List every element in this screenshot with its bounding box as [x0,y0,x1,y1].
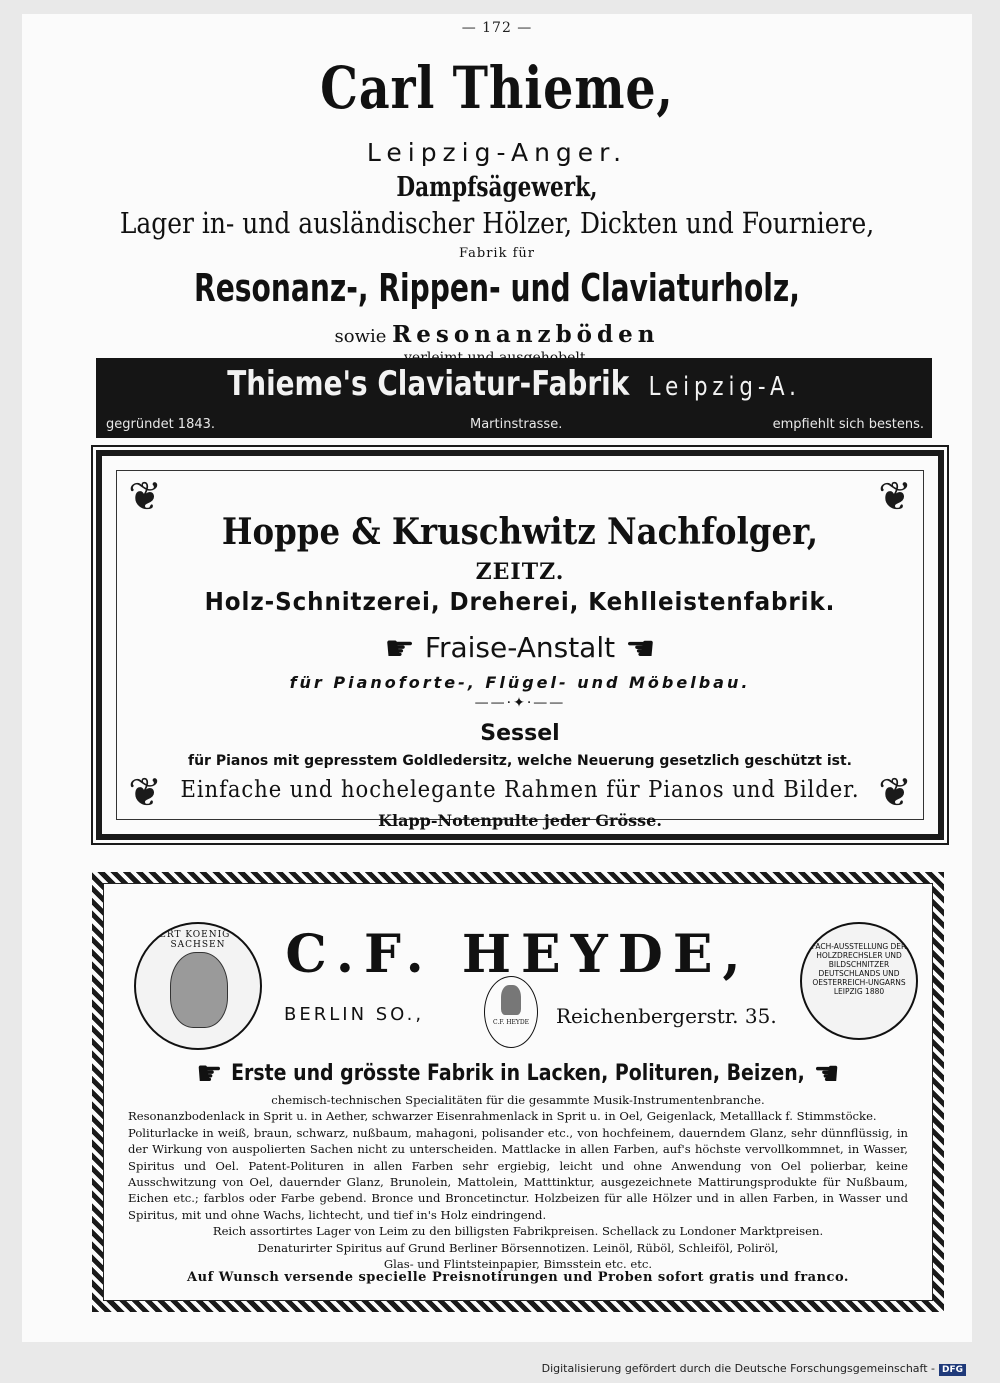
heyde-closing-line: Auf Wunsch versende specielle Preisnotirungen und Proben sofort gratis und franco. [187,1270,849,1285]
footer-text: Digitalisierung gefördert durch die Deutsche Forschungsgemeinschaft - [541,1362,935,1375]
banner-city: Leipzig-A. [648,372,801,402]
heyde-paragraph: Denaturirter Spiritus auf Grund Berliner Börsennotizen. Leinöl, Rüböl, Schleiföl, Poliröl, [257,1240,779,1255]
heyde-paragraph: Glas- und Flintsteinpapier, Bimsstein etc. etc. [383,1257,653,1272]
hoppe-klapp: Klapp-Notenpulte jeder Grösse. [378,811,662,830]
heyde-paragraph: chemisch-technischen Specialitäten für die gesammte Musik-Instrumentenbranche. [271,1093,765,1107]
thieme-sowie-line [22,321,972,348]
banner-street: Martinstrasse. [470,417,563,432]
hoppe-pianos: für Pianos mit gepresstem Goldledersitz, welche Neuerung gesetzlich geschützt ist. [188,753,852,769]
ornament-corner-icon: ❦ [128,770,162,816]
trademark-figure-icon [501,985,521,1015]
thieme-fabrik-fuer: Fabrik für [459,246,535,261]
heyde-paragraph: Reich assortirtes Lager von Leim zu den billigsten Fabrikpreisen. Schellack zu Londoner Marktpreisen. [212,1224,824,1239]
heyde-company-name: C.F. HEYDE, [285,924,751,985]
medal-left-inscription: ALBERT KOENIG VON SACHSEN [137,930,259,950]
heyde-paragraph: Resonanzbodenlack in Sprit u. in Aether, schwarzer Eisenrahmenlack in Sprit u. in Oel, Geigenlack, Metalllack f. Stimmstöcke. [128,1109,877,1124]
hoppe-fraise-line [117,629,923,669]
heyde-erste-line [162,1054,874,1094]
resonanzboeden-word: Resonanzböden [392,321,660,348]
sowie-word: sowie [334,326,387,347]
thieme-resonanz-line: Resonanz-, Rippen- und Claviaturholz, [194,266,800,310]
banner-recommend: empfiehlt sich bestens. [772,417,924,432]
hoppe-sessel: Sessel [480,721,560,746]
exhibition-medal: FACH-AUSSTELLUNG DER HOLZDRECHSLER UND BILDSCHNITZER DEUTSCHLANDS UND OESTERREICH-UNGARNS LEIPZIG 1880 [800,922,918,1040]
hoppe-ad-body [116,470,924,830]
heyde-ad-frame [92,872,944,1312]
hoppe-services: Holz-Schnitzerei, Dreherei, Kehlleistenfabrik. [204,587,836,616]
claviatur-banner [96,358,932,438]
hoppe-ad-frame [96,450,944,840]
banner-title-text: Thieme's Claviatur-Fabrik [227,364,630,404]
pointing-hand-right-icon: ☛ [384,629,415,669]
ornament-corner-icon: ❦ [128,474,162,520]
fraise-text: Fraise-Anstalt [424,631,616,664]
pointing-hand-left-icon: ☚ [625,629,656,669]
digitization-footer [542,1362,966,1376]
thieme-timber-line: Lager in- und ausländischer Hölzer, Dickten und Fourniere, [119,206,875,240]
heyde-city: BERLIN SO., [284,1004,425,1025]
ornament-corner-icon: ❦ [878,474,912,520]
pointing-hand-right-icon: ☛ [196,1054,223,1094]
dfg-logo: DFG [939,1364,966,1376]
hoppe-title: Hoppe & Kruschwitz Nachfolger, [221,511,819,553]
heyde-product-text [128,1092,908,1272]
banner-founded: gegründet 1843. [106,417,216,432]
hoppe-rahmen: Einfache und hochelegante Rahmen für Pianos und Bilder. [180,777,860,803]
trademark-medal [484,976,538,1048]
heyde-street: Reichenbergerstr. 35. [556,1004,777,1028]
hoppe-city: ZEITZ. [475,559,565,585]
page-number: — 172 — [461,20,533,36]
ornament-corner-icon: ❦ [878,770,912,816]
trademark-text: C.F. HEYDE [492,1019,530,1026]
hoppe-fuer: für Pianoforte-, Flügel- und Möbelbau. [289,673,751,692]
pointing-hand-left-icon: ☚ [813,1054,840,1094]
heyde-ad-body [104,884,932,1300]
banner-title [171,364,857,404]
heyde-erste-text: Erste und grösste Fabrik in Lacken, Polituren, Beizen, [231,1061,805,1086]
hoppe-ornament: ——·✦·—— [474,695,566,711]
thieme-company-name: Carl Thieme, [320,54,674,122]
thieme-sawmill: Dampfsägewerk, [396,172,598,203]
document-page [22,14,972,1342]
thieme-city: Leipzig-Anger. [366,138,628,167]
heyde-paragraph: Politurlacke in weiß, braun, schwarz, nußbaum, mahagoni, polisander etc., von hochfeinem, dauerndem Glanz, sehr dünnflüssig, in der Wirkung von auspolierten Sachen nicht zu unterscheiden. Mattlacke in allen Farben, auf's höchste vervollkommnet, in Wasser, Spiritus und Oel. Patent-Polituren in allen Farben sehr ergiebig, leicht und ohne Anwendung von Oel polierbar, keine Ausschwitzung von Oel, dauernder Glanz, Brunolein, Mattolein, Matttinktur, ausgezeichnete Mattirungsprodukte für Nußbaum, Eichen etc.; farblos oder Farbe gebend. Bronce und Broncetinctur. Holzbeizen für alle Hölzer und in allen Farben, in Wasser und Spiritus, mit und ohne Wachs, lichtecht, und tief in's Holz eindringend. [128,1125,908,1222]
